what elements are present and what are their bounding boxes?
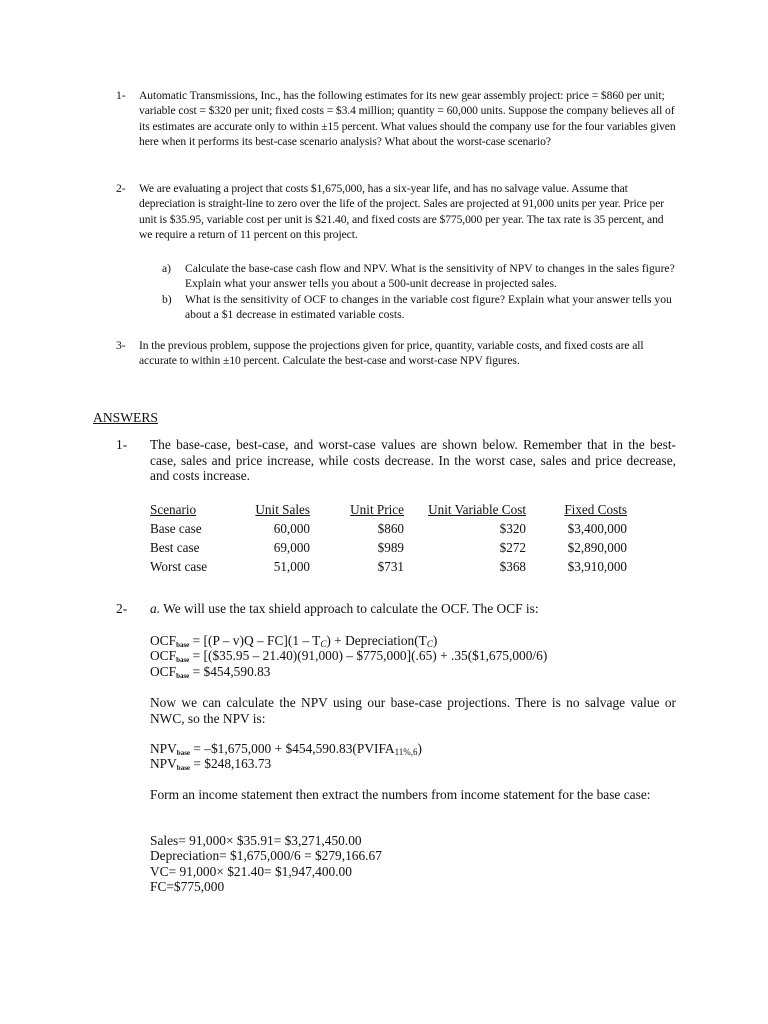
table-header: Unit Sales bbox=[255, 501, 310, 517]
table-cell: $368 bbox=[499, 559, 526, 575]
answer-intro bbox=[150, 601, 676, 617]
subquestion-b bbox=[162, 292, 676, 323]
table-header: Fixed Costs bbox=[564, 501, 627, 517]
intro-text: We will use the tax shield approach to calculate the OCF. The OCF is: bbox=[160, 601, 539, 616]
ocf-formula-line: OCFbase = [(P – v)Q – FC](1 – TC) + Depreciation(TC) bbox=[150, 633, 438, 649]
subquestion-a bbox=[162, 261, 676, 292]
table-header: Unit Price bbox=[350, 501, 404, 517]
question-number: 3- bbox=[116, 339, 126, 352]
npv-formula-line: NPVbase = –$1,675,000 + $454,590.83(PVIFA11%,6) bbox=[150, 741, 422, 757]
npv-result-line: NPVbase = $248,163.73 bbox=[150, 756, 272, 772]
table-cell: $731 bbox=[377, 559, 404, 575]
question-1 bbox=[116, 88, 676, 149]
answer-number: 2- bbox=[116, 601, 128, 616]
table-row bbox=[150, 558, 627, 577]
table-cell: $989 bbox=[377, 539, 404, 555]
table-row bbox=[150, 519, 627, 538]
question-text: Automatic Transmissions, Inc., has the following estimates for its new gear assembly project: price = $860 per unit; variable cost = $320 per unit; fixed costs = $3.4 million; quantity = 60,000 units. Suppose the company believes all of its estimates are accurate only to within ±15 percent. What values should the company use for the four variables given here when it performs its best-case scenario analysis? What about the worst-case scenario? bbox=[139, 89, 676, 148]
table-cell: 69,000 bbox=[273, 539, 310, 555]
answers-heading: ANSWERS bbox=[93, 410, 158, 425]
table-cell: $2,890,000 bbox=[567, 539, 627, 555]
answer-text: The base-case, best-case, and worst-case values are shown below. Remember that in the best-case, sales and price increase, while costs decrease. In the worst case, sales and price decrease, and costs increase. bbox=[150, 437, 676, 484]
subquestion-letter: a) bbox=[162, 262, 172, 275]
table-cell: Base case bbox=[150, 520, 202, 536]
question-2 bbox=[116, 181, 676, 242]
income-statement-intro: Form an income statement then extract the numbers from income statement for the base case: bbox=[150, 787, 651, 802]
table-cell: $3,910,000 bbox=[567, 559, 627, 575]
table-header-row bbox=[150, 500, 627, 519]
subquestion-letter: b) bbox=[162, 293, 172, 306]
question-text: We are evaluating a project that costs $1,675,000, has a six-year life, and has no salvage value. Assume that depreciation is straight-line to zero over the life of the project. Sales are projected at 91,000 units per year. Price per unit is $35.95, variable cost per unit is $21.40, and fixed costs are $775,000 per year. The tax rate is 35 percent, and we require a return of 11 percent on this project. bbox=[139, 182, 664, 241]
table-header: Scenario bbox=[150, 501, 197, 517]
table-header: Unit Variable Cost bbox=[428, 501, 526, 517]
table-cell: $860 bbox=[377, 520, 404, 536]
answer-2 bbox=[116, 601, 676, 617]
fixed-cost-line: FC=$775,000 bbox=[150, 879, 225, 894]
variable-cost-line: VC= 91,000× $21.40= $1,947,400.00 bbox=[150, 864, 352, 879]
table-row bbox=[150, 538, 627, 557]
question-3 bbox=[116, 338, 676, 369]
question-number: 2- bbox=[116, 182, 126, 195]
table-cell: 60,000 bbox=[273, 520, 310, 536]
npv-intro-paragraph: Now we can calculate the NPV using our base-case projections. There is no salvage value or NWC, so the NPV is: bbox=[150, 695, 676, 726]
table-cell: $320 bbox=[499, 520, 526, 536]
table-cell: Best case bbox=[150, 539, 200, 555]
subquestion-text: What is the sensitivity of OCF to changes in the variable cost figure? Explain what your answer tells you about a $1 decrease in estimated variable costs. bbox=[185, 293, 672, 322]
table-cell: $272 bbox=[499, 539, 526, 555]
answer-1 bbox=[116, 437, 676, 484]
question-text: In the previous problem, suppose the projections given for price, quantity, variable costs, and fixed costs are all accurate to within ±10 percent. Calculate the best-case and worst-case NPV figures. bbox=[139, 339, 644, 368]
scenario-table bbox=[150, 500, 627, 577]
question-number: 1- bbox=[116, 89, 126, 102]
ocf-calculation-line: OCFbase = [($35.95 – 21.40)(91,000) – $775,000](.65) + .35($1,675,000/6) bbox=[150, 648, 548, 664]
table-cell: 51,000 bbox=[273, 559, 310, 575]
subquestion-text: Calculate the base-case cash flow and NPV. What is the sensitivity of NPV to changes in the sales figure? Explain what your answer tells you about a 500-unit decrease in projected sales. bbox=[185, 262, 675, 291]
answer-number: 1- bbox=[116, 437, 128, 452]
part-letter: a. bbox=[150, 601, 161, 616]
table-cell: $3,400,000 bbox=[567, 520, 627, 536]
sales-line: Sales= 91,000× $35.91= $3,271,450.00 bbox=[150, 833, 362, 848]
depreciation-line: Depreciation= $1,675,000/6 = $279,166.67 bbox=[150, 848, 382, 863]
ocf-result-line: OCFbase = $454,590.83 bbox=[150, 664, 271, 680]
table-cell: Worst case bbox=[150, 559, 208, 575]
